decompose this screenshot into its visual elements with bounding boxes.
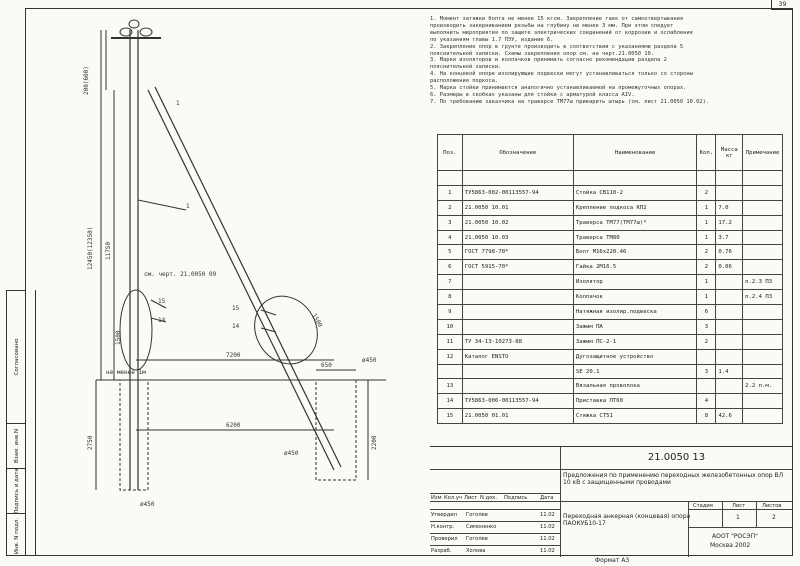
cell-pos: 2	[438, 200, 463, 215]
header-designation: Обозначение	[462, 135, 573, 171]
table-row	[438, 230, 783, 245]
label-pos-15b: 15	[232, 305, 240, 312]
cell-mass	[716, 185, 743, 200]
label-dim-2200: 2200	[371, 435, 378, 450]
cell-designation	[462, 319, 573, 334]
note-line: пояснительной записки. Схемы закрепления опор см. на черт.21.0050 10.	[430, 50, 654, 57]
label-pos-14b: 14	[232, 323, 240, 330]
note-line: 6. Размеры в скобках указаны для стойки с арматурой класса AIV.	[430, 91, 635, 98]
label-dim-main: 12450(12350)	[87, 226, 94, 270]
cell-qty: 1	[697, 230, 716, 245]
person-date: 11.02	[540, 536, 555, 542]
cell-designation	[462, 379, 573, 394]
label-dim-mid: 11750	[105, 241, 112, 260]
cell-note: 2.2 п.м.	[743, 379, 783, 394]
person-date: 11.02	[540, 512, 555, 518]
cell-mass	[716, 275, 743, 290]
label-dim-top: 200(600)	[83, 66, 90, 95]
col-header: Лист	[464, 495, 478, 501]
cell-qty	[697, 379, 716, 394]
city-year: Москва 2002	[710, 542, 751, 549]
cell-mass: 17.2	[716, 215, 743, 230]
cell-name: Болт М16х220.46	[573, 245, 697, 260]
cell-name: Вязальная проволока	[573, 379, 697, 394]
header-mass: Масса кг	[716, 135, 743, 171]
cell-qty: 4	[697, 394, 716, 409]
cell-mass: 0.76	[716, 245, 743, 260]
cell-note: п.2.3 ПЗ	[743, 275, 783, 290]
note-line: 3. Марки изоляторов и колпачков принимать согласно рекомендации раздела 2	[430, 57, 667, 64]
cell-qty	[697, 171, 716, 186]
table-row	[438, 409, 783, 424]
table-row	[438, 290, 783, 305]
tb-line	[688, 509, 793, 510]
pole-drawing	[36, 10, 430, 556]
cell-designation: 21.0050 10.01	[462, 200, 573, 215]
label-d450c: ø450	[284, 450, 299, 457]
organization: АООТ "РОСЭП"	[712, 533, 758, 540]
cell-mass	[716, 349, 743, 364]
cell-designation	[462, 171, 573, 186]
table-row	[438, 200, 783, 215]
cell-pos: 11	[438, 334, 463, 349]
cell-name: Гайка 2М16.5	[573, 260, 697, 275]
cell-name: Колпачок	[573, 290, 697, 305]
cell-name: Стяжка СТ51	[573, 409, 697, 424]
person-role: Н.контр.	[431, 524, 455, 530]
table-row	[438, 260, 783, 275]
cell-qty: 2	[697, 334, 716, 349]
col-header: N док.	[480, 495, 498, 501]
cell-pos: 12	[438, 349, 463, 364]
tb-divider	[722, 501, 723, 527]
strut-left-edge	[148, 90, 334, 470]
note-line: 5. Марка стойки принимается аналогично устанавливаемой на промежуточных опорах.	[430, 85, 687, 92]
cell-note	[743, 171, 783, 186]
cell-mass	[716, 334, 743, 349]
cell-designation: ТУ5863-006-00113557-94	[462, 394, 573, 409]
table-row	[438, 349, 783, 364]
table-row	[438, 245, 783, 260]
stage-label: Стадия	[693, 503, 713, 509]
cell-pos: 6	[438, 260, 463, 275]
cell-pos: 8	[438, 290, 463, 305]
person-date: 11.02	[540, 548, 555, 554]
table-header-row	[438, 135, 783, 171]
table-row	[438, 185, 783, 200]
sheet-label: Лист	[732, 503, 746, 509]
label-dim-1500: 1500	[115, 330, 122, 345]
cell-qty: 1	[697, 275, 716, 290]
document-code: 21.0050 13	[647, 452, 706, 463]
cell-pos: 10	[438, 319, 463, 334]
person-name: Гоголев	[466, 512, 488, 518]
cell-name: Траверса ТМ77(ТМ77ш)*	[573, 215, 697, 230]
cell-qty: 1	[697, 215, 716, 230]
cell-qty: 3	[697, 364, 716, 379]
cell-pos: 15	[438, 409, 463, 424]
cell-designation: 21.0050 01.01	[462, 409, 573, 424]
cell-designation	[462, 305, 573, 320]
label-pos-14: 14	[158, 317, 166, 324]
detail-circle-pole	[120, 290, 152, 370]
cell-pos: 4	[438, 230, 463, 245]
cell-note	[743, 319, 783, 334]
cell-pos: 1	[438, 185, 463, 200]
note-line: 4. На концевой опоре изолирующие подвески могут устанавливаться только со стороны	[430, 71, 693, 78]
format-label: Формат А3	[595, 557, 630, 564]
cell-qty	[697, 349, 716, 364]
cell-note	[743, 334, 783, 349]
label-dim-7200: 7200	[226, 352, 241, 359]
sheet-number: 39	[771, 0, 793, 10]
note-line: производить закерниванием резьбы на глубину не менее 3 мм. При этом следует	[430, 22, 674, 29]
tb-divider	[756, 501, 757, 527]
header-qty: Кол.	[697, 135, 716, 171]
insulator-top	[129, 20, 139, 28]
table-row	[438, 275, 783, 290]
person-role: Разраб.	[431, 548, 452, 554]
cell-name: Крепление подкоса КП2	[573, 200, 697, 215]
label-dim-6200: 6200	[226, 422, 241, 429]
cell-note	[743, 260, 783, 275]
note-line: пояснительной записки.	[430, 64, 502, 71]
cell-pos	[438, 171, 463, 186]
table-body	[438, 171, 783, 424]
cell-designation: ТУ5863-002-00113557-94	[462, 185, 573, 200]
cell-qty: 2	[697, 260, 716, 275]
note-line: 1. Момент затяжки болта не менее 15 кгсм. Закрепление гаек от самоотвертывания	[430, 16, 684, 22]
cell-pos: 3	[438, 215, 463, 230]
cell-mass	[716, 394, 743, 409]
col-header: Изм	[431, 495, 442, 501]
cell-mass	[716, 290, 743, 305]
table-row	[438, 215, 783, 230]
foundation-pit	[120, 380, 148, 490]
tb-line	[430, 545, 560, 546]
label-d450b: ø450	[362, 357, 377, 364]
cell-qty: 3	[697, 319, 716, 334]
cell-name: Траверса ТМ80	[573, 230, 697, 245]
cell-qty: 1	[697, 200, 716, 215]
sidebar-inner-column	[25, 290, 36, 556]
cell-name: Зажим ПС-2-1	[573, 334, 697, 349]
cell-name: Зажим ПА	[573, 319, 697, 334]
label-pos-15: 15	[158, 298, 166, 305]
title-block	[430, 446, 793, 556]
sidebar-cell-signature: Подпись и дата	[7, 468, 26, 513]
cell-designation	[462, 275, 573, 290]
cell-note: п.2.4 ПЗ	[743, 290, 783, 305]
cell-name: SE 20.1	[573, 364, 697, 379]
cell-qty: 1	[697, 290, 716, 305]
signature-grid	[430, 469, 560, 557]
sidebar-cell-agreed: Согласовано	[13, 338, 20, 376]
person-date: 11.02	[540, 524, 555, 530]
cell-designation: ТУ 34-13-10273-88	[462, 334, 573, 349]
cell-note	[743, 185, 783, 200]
cell-name: Дугозащитное устройство	[573, 349, 697, 364]
cell-note	[743, 349, 783, 364]
person-role: Утвердил	[431, 512, 457, 518]
header-name: Наименование	[573, 135, 697, 171]
sidebar-cell-inventory: Инв. N подл.	[7, 513, 26, 557]
cell-pos: 7	[438, 275, 463, 290]
label-pos-1b: 1	[176, 100, 180, 107]
table-row	[438, 334, 783, 349]
cell-mass: 7.0	[716, 200, 743, 215]
table-row	[438, 319, 783, 334]
note-line: по указаниям главы 1.7 ПЭУ, издание 6.	[430, 36, 554, 43]
sheet-value: 1	[736, 514, 740, 521]
leader-1	[138, 200, 186, 210]
label-dim-1500b: 1500	[310, 312, 324, 329]
note-line: 7. По требованию заказчика на траверсе ТМ77ш приварить штырь (см. лист 21.0050 10.02).	[430, 98, 710, 105]
cell-qty: 6	[697, 305, 716, 320]
cell-designation: Каталог ENSTO	[462, 349, 573, 364]
label-dim-2750: 2750	[87, 435, 94, 450]
cell-mass	[716, 171, 743, 186]
project-title: Предложения по применению переходных железобетонных опор ВЛ 10 кВ с защищенными проводами	[563, 472, 784, 486]
cell-mass: 1.4	[716, 364, 743, 379]
cell-mass: 0.06	[716, 260, 743, 275]
person-name: Холова	[466, 548, 486, 554]
specification-table	[437, 134, 783, 424]
approval-sidebar	[6, 290, 25, 556]
cell-pos: 9	[438, 305, 463, 320]
cell-qty: 2	[697, 185, 716, 200]
label-d450a: ø450	[140, 501, 155, 508]
insulator-right	[140, 28, 152, 36]
cell-pos: 14	[438, 394, 463, 409]
col-header: Подпись	[504, 495, 528, 501]
cell-mass	[716, 305, 743, 320]
sheets-label: Листов	[762, 503, 782, 509]
tb-line	[430, 509, 560, 510]
cell-note	[743, 230, 783, 245]
note-line: 2. Закрепление опор в грунте производить в соответствии с указаниями раздела 5	[430, 43, 684, 50]
cell-designation	[462, 290, 573, 305]
col-header: Кол.уч	[444, 495, 462, 501]
table-row	[438, 394, 783, 409]
cell-mass: 42.6	[716, 409, 743, 424]
leader-15b	[261, 310, 276, 315]
tb-line	[430, 533, 560, 534]
cell-designation: 21.0050 10.03	[462, 230, 573, 245]
tb-divider	[560, 447, 561, 557]
cell-name: Стойка СВ110-2	[573, 185, 697, 200]
tb-line	[430, 521, 560, 522]
cell-mass	[716, 319, 743, 334]
label-ref: см. черт. 21.0050 09	[144, 271, 217, 278]
cell-pos	[438, 364, 463, 379]
cell-note	[743, 215, 783, 230]
sidebar-cell-replace: Взам. инв.N	[7, 423, 26, 468]
cell-pos: 5	[438, 245, 463, 260]
cell-note	[743, 364, 783, 379]
person-name: Гоголев	[466, 536, 488, 542]
tb-line	[688, 527, 793, 528]
cell-mass: 3.7	[716, 230, 743, 245]
notes-block	[430, 16, 780, 106]
label-pos-1: 1	[186, 203, 190, 210]
cell-note	[743, 394, 783, 409]
sheets-value: 2	[772, 514, 776, 521]
col-header: Дата	[540, 495, 554, 501]
header-pos: Поз.	[438, 135, 463, 171]
cell-mass	[716, 379, 743, 394]
table-row	[438, 379, 783, 394]
cell-qty: 8	[697, 409, 716, 424]
tb-line	[430, 493, 560, 494]
label-dim-650: 650	[321, 362, 332, 369]
sheet-title: Переходная анкерная (концевая) опора ПАОКУБ10-17	[563, 513, 691, 527]
cell-designation: 21.0050 10.02	[462, 215, 573, 230]
cell-name: Изолятор	[573, 275, 697, 290]
cell-note	[743, 409, 783, 424]
cell-name	[573, 171, 697, 186]
cell-note	[743, 200, 783, 215]
cell-name: Приставка ПТ60	[573, 394, 697, 409]
cell-note	[743, 245, 783, 260]
cell-pos: 13	[438, 379, 463, 394]
person-name: Симоненко	[466, 524, 497, 530]
cell-designation: ГОСТ 5915-70*	[462, 260, 573, 275]
table-row	[438, 364, 783, 379]
note-line: выполнить мероприятия по защите электрических соединений от коррозии и ослабления	[430, 29, 693, 36]
cell-name: Натяжная изолир.подвеска	[573, 305, 697, 320]
label-ground: не менее 1м	[106, 369, 146, 376]
header-note: Примечание	[743, 135, 783, 171]
cell-designation	[462, 364, 573, 379]
cell-qty: 2	[697, 245, 716, 260]
table-row	[438, 305, 783, 320]
table-row	[438, 171, 783, 186]
person-role: Проверил	[431, 536, 458, 542]
note-line: расположения подкоса.	[430, 78, 499, 85]
cell-note	[743, 305, 783, 320]
detail-circle-strut	[243, 285, 330, 376]
cell-designation: ГОСТ 7798-70*	[462, 245, 573, 260]
